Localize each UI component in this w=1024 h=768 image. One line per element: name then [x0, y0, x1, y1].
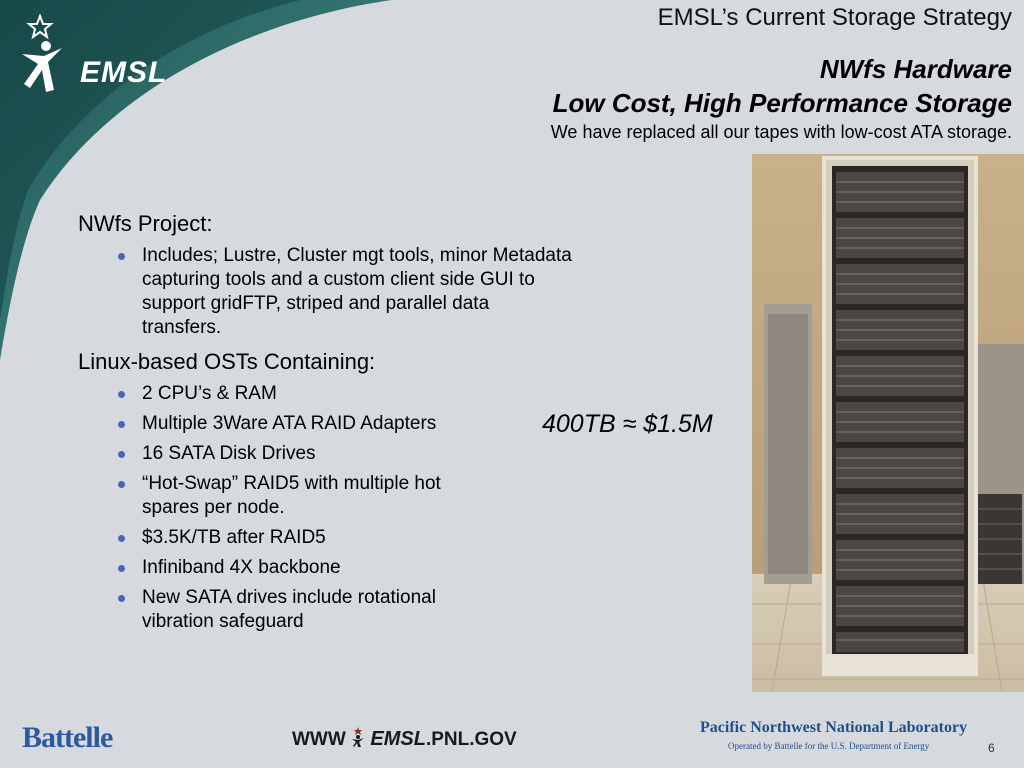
www-suffix: .PNL.GOV	[425, 729, 517, 750]
list-item: “Hot-Swap” RAID5 with multiple hot spares per node.	[118, 472, 502, 520]
price-callout: 400TB ≈ $1.5M	[542, 410, 713, 438]
bullet-icon	[118, 595, 125, 602]
list-item: Infiniband 4X backbone	[118, 556, 502, 580]
list-item: 2 CPU’s & RAM	[118, 382, 502, 406]
battelle-logo: Battelle	[22, 721, 113, 754]
bullet-icon	[118, 421, 125, 428]
header-kicker: EMSL’s Current Storage Strategy	[657, 4, 1012, 31]
person-star-icon	[18, 14, 78, 94]
nwfs-project-bullets	[78, 244, 578, 340]
bullet-icon	[118, 391, 125, 398]
page-number: 6	[988, 741, 995, 755]
bullet-icon	[118, 451, 125, 458]
bullet-icon	[118, 253, 125, 260]
server-rack-image	[752, 154, 1024, 692]
server-rack-photo	[752, 154, 1024, 692]
emsl-website-link[interactable]	[292, 727, 517, 751]
list-item: Includes; Lustre, Cluster mgt tools, minor Metadata capturing tools and a custom client side GUI to support gridFTP, striped and parallel data transfers.	[118, 244, 572, 340]
slide-subtitle: Low Cost, High Performance Storage	[552, 88, 1012, 118]
pnnl-logo-subtitle: Operated by Battelle for the U.S. Department of Energy	[728, 741, 930, 751]
slide-body	[78, 210, 578, 634]
www-prefix: WWW	[292, 729, 346, 750]
emsl-logo	[18, 14, 168, 94]
section-heading-nwfs-project: NWfs Project:	[78, 211, 213, 236]
www-emsl: EMSL	[370, 728, 426, 750]
slide-title: NWfs Hardware	[819, 54, 1012, 84]
pnnl-logo-name: Pacific Northwest National Laboratory	[700, 719, 968, 736]
list-item: Multiple 3Ware ATA RAID Adapters	[118, 412, 522, 436]
list-item: $3.5K/TB after RAID5	[118, 526, 502, 550]
bullet-icon	[118, 481, 125, 488]
list-item: New SATA drives include rotational vibration safeguard	[118, 586, 502, 634]
emsl-logo-text: EMSL	[80, 56, 168, 89]
person-star-small-icon	[351, 727, 365, 747]
bullet-icon	[118, 565, 125, 572]
slide-header	[551, 4, 1012, 144]
slide-note: We have replaced all our tapes with low-cost ATA storage.	[550, 122, 1012, 142]
list-item: 16 SATA Disk Drives	[118, 442, 502, 466]
section-heading-linux-osts: Linux-based OSTs Containing:	[78, 349, 376, 374]
slide-footer	[0, 705, 1024, 768]
linux-osts-bullets	[78, 382, 578, 634]
bullet-icon	[118, 535, 125, 542]
drive-units	[836, 172, 964, 652]
